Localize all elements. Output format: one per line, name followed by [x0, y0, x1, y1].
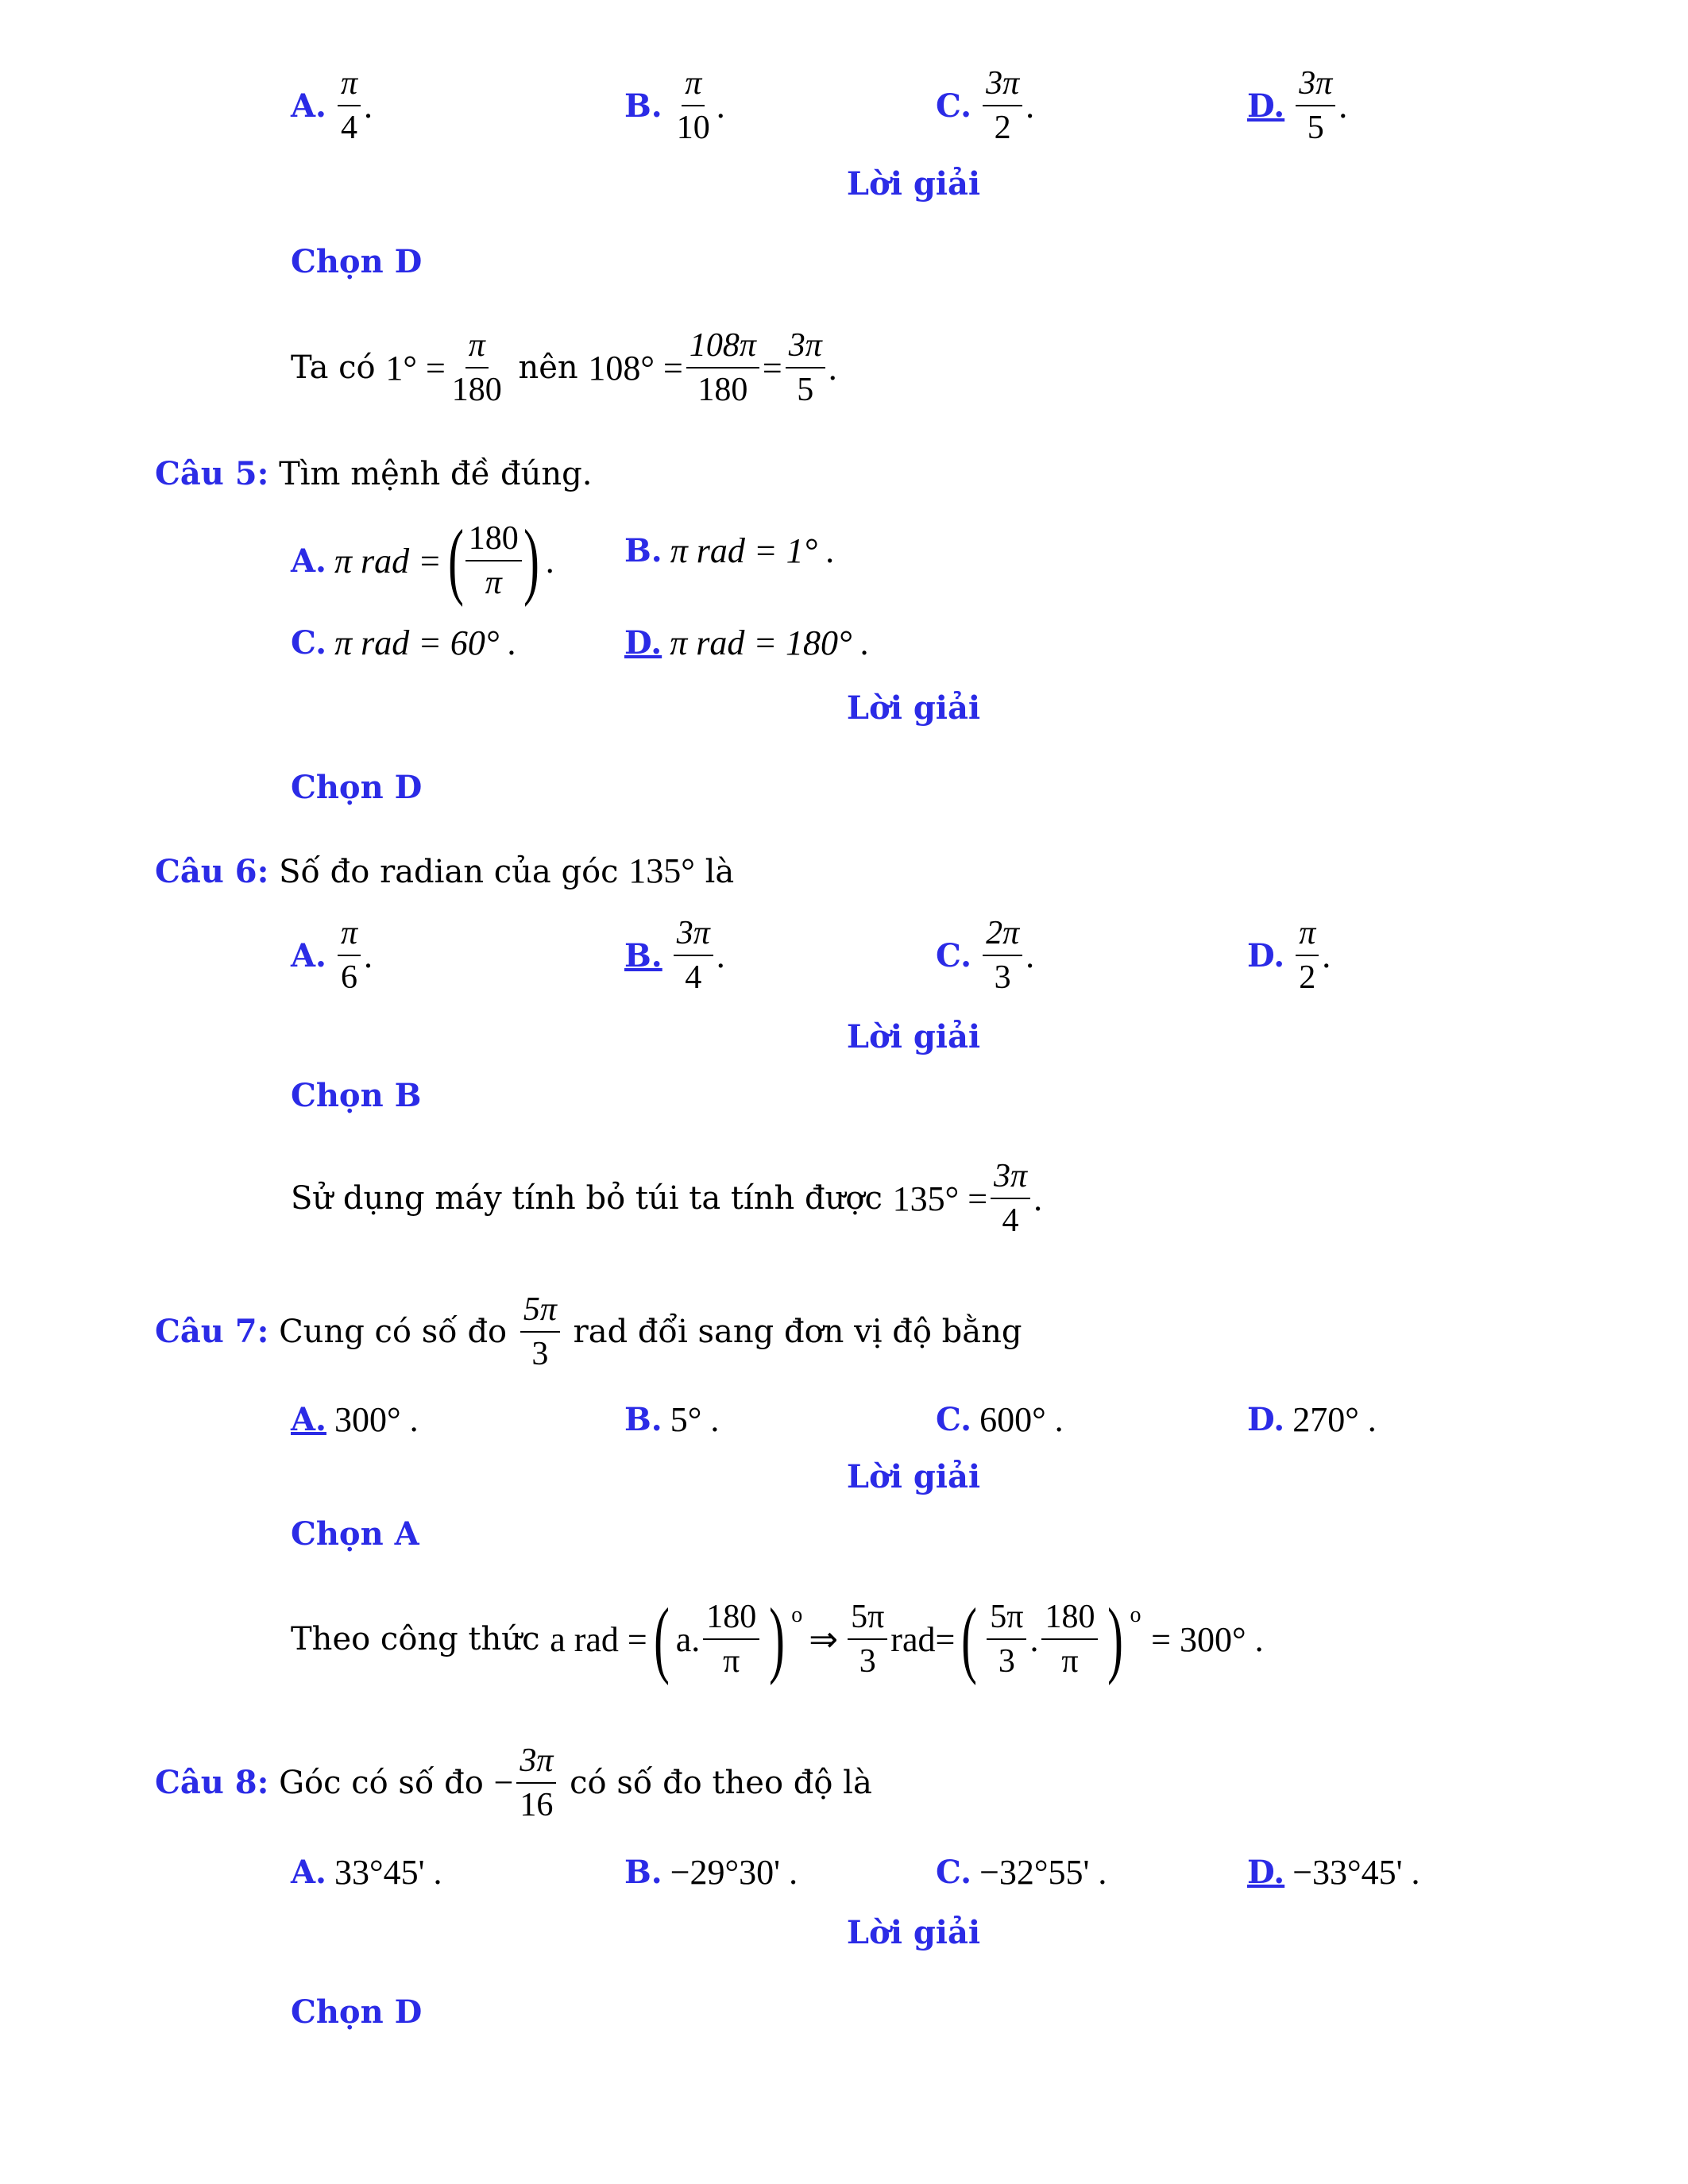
question-label: Câu 6: — [155, 853, 269, 890]
q4-option-c[interactable]: C. $\frac{3\pi}{2}$ . — [936, 65, 1035, 146]
option-label: C. — [936, 1854, 972, 1891]
option-label: B. — [624, 532, 662, 569]
question-7: Câu 7: Cung có số đo $\frac{5\pi}{3}$ rad đổi sang đơn vị độ bằng — [155, 1291, 1022, 1372]
q8-option-d[interactable]: D. −33°45' . — [1247, 1853, 1420, 1892]
option-label: B. — [624, 936, 662, 974]
option-label: A. — [291, 1854, 326, 1891]
q5-option-c[interactable]: C. π rad = 60° . — [291, 623, 517, 662]
question-8: Câu 8: Góc có số đo − $\frac{3\pi}{16}$ có số đo theo độ là — [155, 1742, 872, 1823]
fraction: $\frac{3\pi}{4}$ — [674, 913, 713, 997]
option-label: A. — [291, 936, 326, 974]
q5-option-b[interactable]: B. π rad = 1° . — [624, 531, 836, 570]
q4-option-d[interactable]: D. $\frac{3\pi}{5}$ . — [1247, 65, 1348, 146]
fraction: $\frac{3\pi}{5}$ — [1296, 64, 1335, 148]
fraction: $\frac{3\pi}{4}$ — [991, 1156, 1030, 1241]
q8-option-a[interactable]: A. 33°45' . — [291, 1853, 442, 1892]
fraction: $\frac{5\pi}{3}$ — [520, 1290, 560, 1374]
fraction: $\frac{5\pi}{3}$ — [848, 1597, 887, 1681]
solution-heading: Lời giải — [846, 1018, 981, 1055]
fraction: $\frac{108\pi}{180}$ — [686, 326, 759, 410]
q7-option-c[interactable]: C. 600° . — [936, 1400, 1064, 1439]
option-label: A. — [291, 542, 326, 580]
q5-option-a[interactable]: A. π rad = ( $\frac{180}{\pi}$ ) . — [291, 513, 554, 608]
question-6: Câu 6: Số đo radian của góc 135° là — [155, 851, 735, 890]
chosen-answer: Chọn D — [291, 769, 423, 806]
fraction: $\frac{\pi}{180}$ — [451, 327, 502, 408]
option-label: D. — [1247, 1401, 1285, 1438]
solution-heading: Lời giải — [846, 1914, 981, 1951]
chosen-answer: Chọn B — [291, 1077, 422, 1114]
option-label: B. — [624, 1401, 662, 1438]
fraction: $\frac{\pi}{10}$ — [676, 65, 710, 146]
question-label: Câu 8: — [155, 1764, 269, 1801]
option-label: C. — [936, 936, 972, 974]
q6-option-d[interactable]: D. $\frac{\pi}{2}$ . — [1247, 915, 1331, 996]
option-label: A. — [291, 87, 326, 125]
question-5 — [155, 453, 592, 496]
q4-option-b[interactable]: B. $\frac{\pi}{10}$ . — [624, 65, 725, 146]
question-label: Câu 7: — [155, 1313, 269, 1350]
solution-heading: Lời giải — [846, 165, 981, 203]
fraction: $\frac{\pi}{4}$ — [338, 64, 361, 148]
q7-option-b[interactable]: B. 5° . — [624, 1400, 720, 1439]
solution-text: Ta có 1° = $\frac{\pi}{180}$ nên 108° = $\frac{108\pi}{180}$ = $\frac{3\pi}{5}$ . — [291, 327, 837, 408]
option-label: D. — [1247, 87, 1285, 125]
option-label: C. — [936, 87, 972, 125]
question-text: Tìm mệnh đề đúng. — [279, 456, 593, 492]
fraction: $\frac{3\pi}{5}$ — [786, 326, 825, 410]
q6-option-a[interactable]: A. $\frac{\pi}{6}$ . — [291, 915, 373, 996]
solution-heading: Lời giải — [846, 1458, 981, 1495]
option-label: D. — [1247, 1854, 1285, 1891]
option-label: B. — [624, 87, 662, 125]
chosen-answer: Chọn A — [291, 1515, 419, 1553]
solution-text: Theo công thức a rad = ( a. $\frac{180}{\pi}$ ) o ⇒ $\frac{5\pi}{3}$ rad= ( $\frac{5\pi}{3}$ . $\frac{180}{\pi}$ ) o = 300° . — [291, 1592, 1264, 1686]
fraction: $\frac{2\pi}{3}$ — [983, 913, 1022, 997]
question-text: Cung có số đo — [279, 1314, 508, 1350]
chosen-answer: Chọn D — [291, 243, 423, 280]
fraction: $\frac{180}{\pi}$ — [703, 1597, 759, 1681]
q8-option-c[interactable]: C. −32°55' . — [936, 1853, 1107, 1892]
solution-heading: Lời giải — [846, 689, 981, 727]
option-label: C. — [291, 624, 327, 662]
option-label: D. — [624, 624, 662, 662]
solution-text: Sử dụng máy tính bỏ túi ta tính được 135° = $\frac{3\pi}{4}$ . — [291, 1158, 1043, 1239]
q7-option-d[interactable]: D. 270° . — [1247, 1400, 1377, 1439]
question-label: Câu 5: — [155, 455, 269, 492]
chosen-answer: Chọn D — [291, 1993, 423, 2031]
option-label: C. — [936, 1401, 972, 1438]
fraction: $\frac{180}{\pi}$ — [465, 519, 522, 603]
fraction: $\frac{\pi}{2}$ — [1296, 913, 1319, 997]
fraction: $\frac{180}{\pi}$ — [1041, 1597, 1098, 1681]
question-text: Số đo radian của góc — [279, 854, 619, 890]
option-label: B. — [624, 1854, 662, 1891]
q6-option-c[interactable]: C. $\frac{2\pi}{3}$ . — [936, 915, 1035, 996]
fraction: $\frac{\pi}{6}$ — [338, 913, 361, 997]
fraction: $\frac{3\pi}{2}$ — [983, 64, 1022, 148]
q7-option-a[interactable]: A. 300° . — [291, 1400, 419, 1439]
question-text: Góc có số đo — [279, 1765, 484, 1801]
q5-option-d[interactable]: D. π rad = 180° . — [624, 623, 870, 662]
fraction: $\frac{3\pi}{16}$ — [516, 1741, 556, 1825]
q6-option-b[interactable]: B. $\frac{3\pi}{4}$ . — [624, 915, 725, 996]
q4-option-a[interactable]: A. $\frac{\pi}{4}$ . — [291, 65, 373, 146]
option-label: A. — [291, 1401, 326, 1438]
option-label: D. — [1247, 936, 1285, 974]
q8-option-b[interactable]: B. −29°30' . — [624, 1853, 798, 1892]
fraction: $\frac{5\pi}{3}$ — [987, 1597, 1026, 1681]
